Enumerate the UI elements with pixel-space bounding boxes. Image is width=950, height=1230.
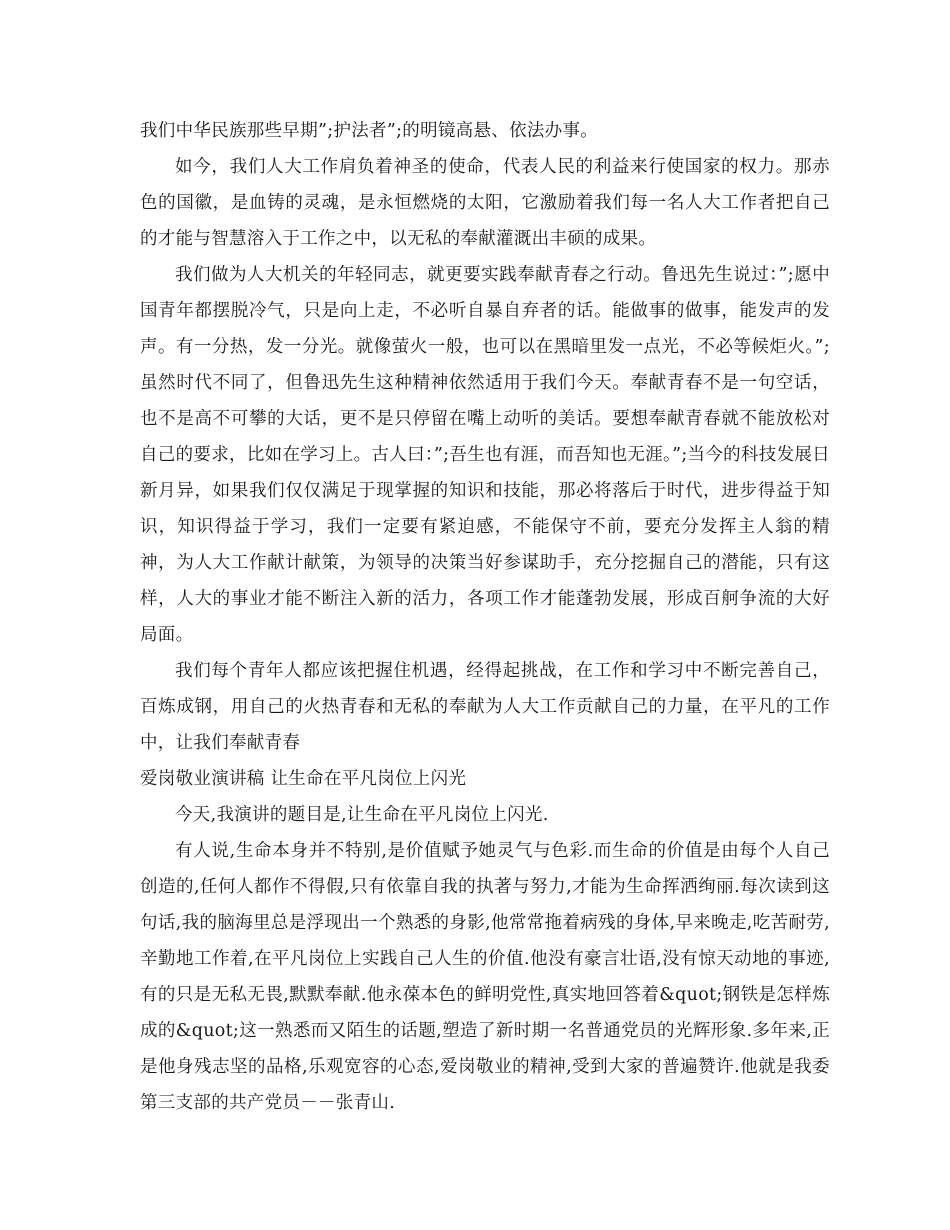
section-title: 爱岗敬业演讲稿 让生命在平凡岗位上闪光 — [140, 769, 467, 789]
paragraph-life-value: 有人说,生命本身并不特别,是价值赋予她灵气与色彩.而生命的价值是由每个人自己创造的,任何人都作不得假,只有依靠自我的执著与努力,才能为生命挥洒绚丽.每次读到这句话,我的脑海里总是浮现出一个熟悉的身影,他常常拖着病残的身体,早来晚走,吃苦耐劳,辛勤地工作着,在平凡岗位上实践自己人生的价值.他没有豪言壮语,没有惊天动地的事迹,有的只是无私无畏,默默奉献.他永葆本色的鲜明党性,真实地回答着&quot;钢铁是怎样炼成的&quot;这一熟悉而又陌生的话题,塑造了新时期一名普通党员的光辉形象.多年来,正是他身残志坚的品格,乐观宽容的心态,爱岗敬业的精神,受到大家的普遍赞许.他就是我委第三支部的共产党员－－张青山. — [140, 841, 830, 1113]
document-page — [140, 113, 830, 1121]
paragraph-intro: 我们中华民族那些早期”;护法者”;的明镜高悬、依法办事。 — [140, 121, 599, 141]
paragraph-youth-dedication: 我们做为人大机关的年轻同志，就更要实践奉献青春之行动。鲁迅先生说过：”;愿中国青年都摆脱冷气，只是向上走，不必听自暴自弃者的话。能做事的做事，能发声的发声。有一分热，发一分光。就像萤火一般，也可以在黑暗里发一点光，不必等候炬火。”;虽然时代不同了，但鲁迅先生这种精神依然适用于我们今天。奉献青春不是一句空话，也不是高不可攀的大话，更不是只停留在嘴上动听的美话。要想奉献青春就不能放松对自己的要求，比如在学习上。古人曰：”;吾生也有涯，而吾知也无涯。”;当今的科技发展日新月异，如果我们仅仅满足于现掌握的知识和技能，那必将落后于时代，进步得益于知识，知识得益于学习，我们一定要有紧迫感，不能保守不前，要充分发挥主人翁的精神，为人大工作献计献策，为领导的决策当好参谋助手，充分挖掘自己的潜能，只有这样，人大的事业才能不断注入新的活力，各项工作才能蓬勃发展，形成百舸争流的大好局面。 — [140, 265, 830, 645]
paragraph-seize-opportunity: 我们每个青年人都应该把握住机遇，经得起挑战，在工作和学习中不断完善自己，百炼成钢，用自己的火热青春和无私的奉献为人大工作贡献自己的力量，在平凡的工作中，让我们奉献青春 — [140, 661, 830, 753]
paragraph-mission: 如今，我们人大工作肩负着神圣的使命，代表人民的利益来行使国家的权力。那赤色的国徽，是血铸的灵魂，是永恒燃烧的太阳，它激励着我们每一名人大工作者把自己的才能与智慧溶入于工作之中，以无私的奉献灌溉出丰硕的成果。 — [140, 157, 830, 249]
paragraph-speech-topic: 今天,我演讲的题目是,让生命在平凡岗位上闪光. — [175, 805, 549, 825]
